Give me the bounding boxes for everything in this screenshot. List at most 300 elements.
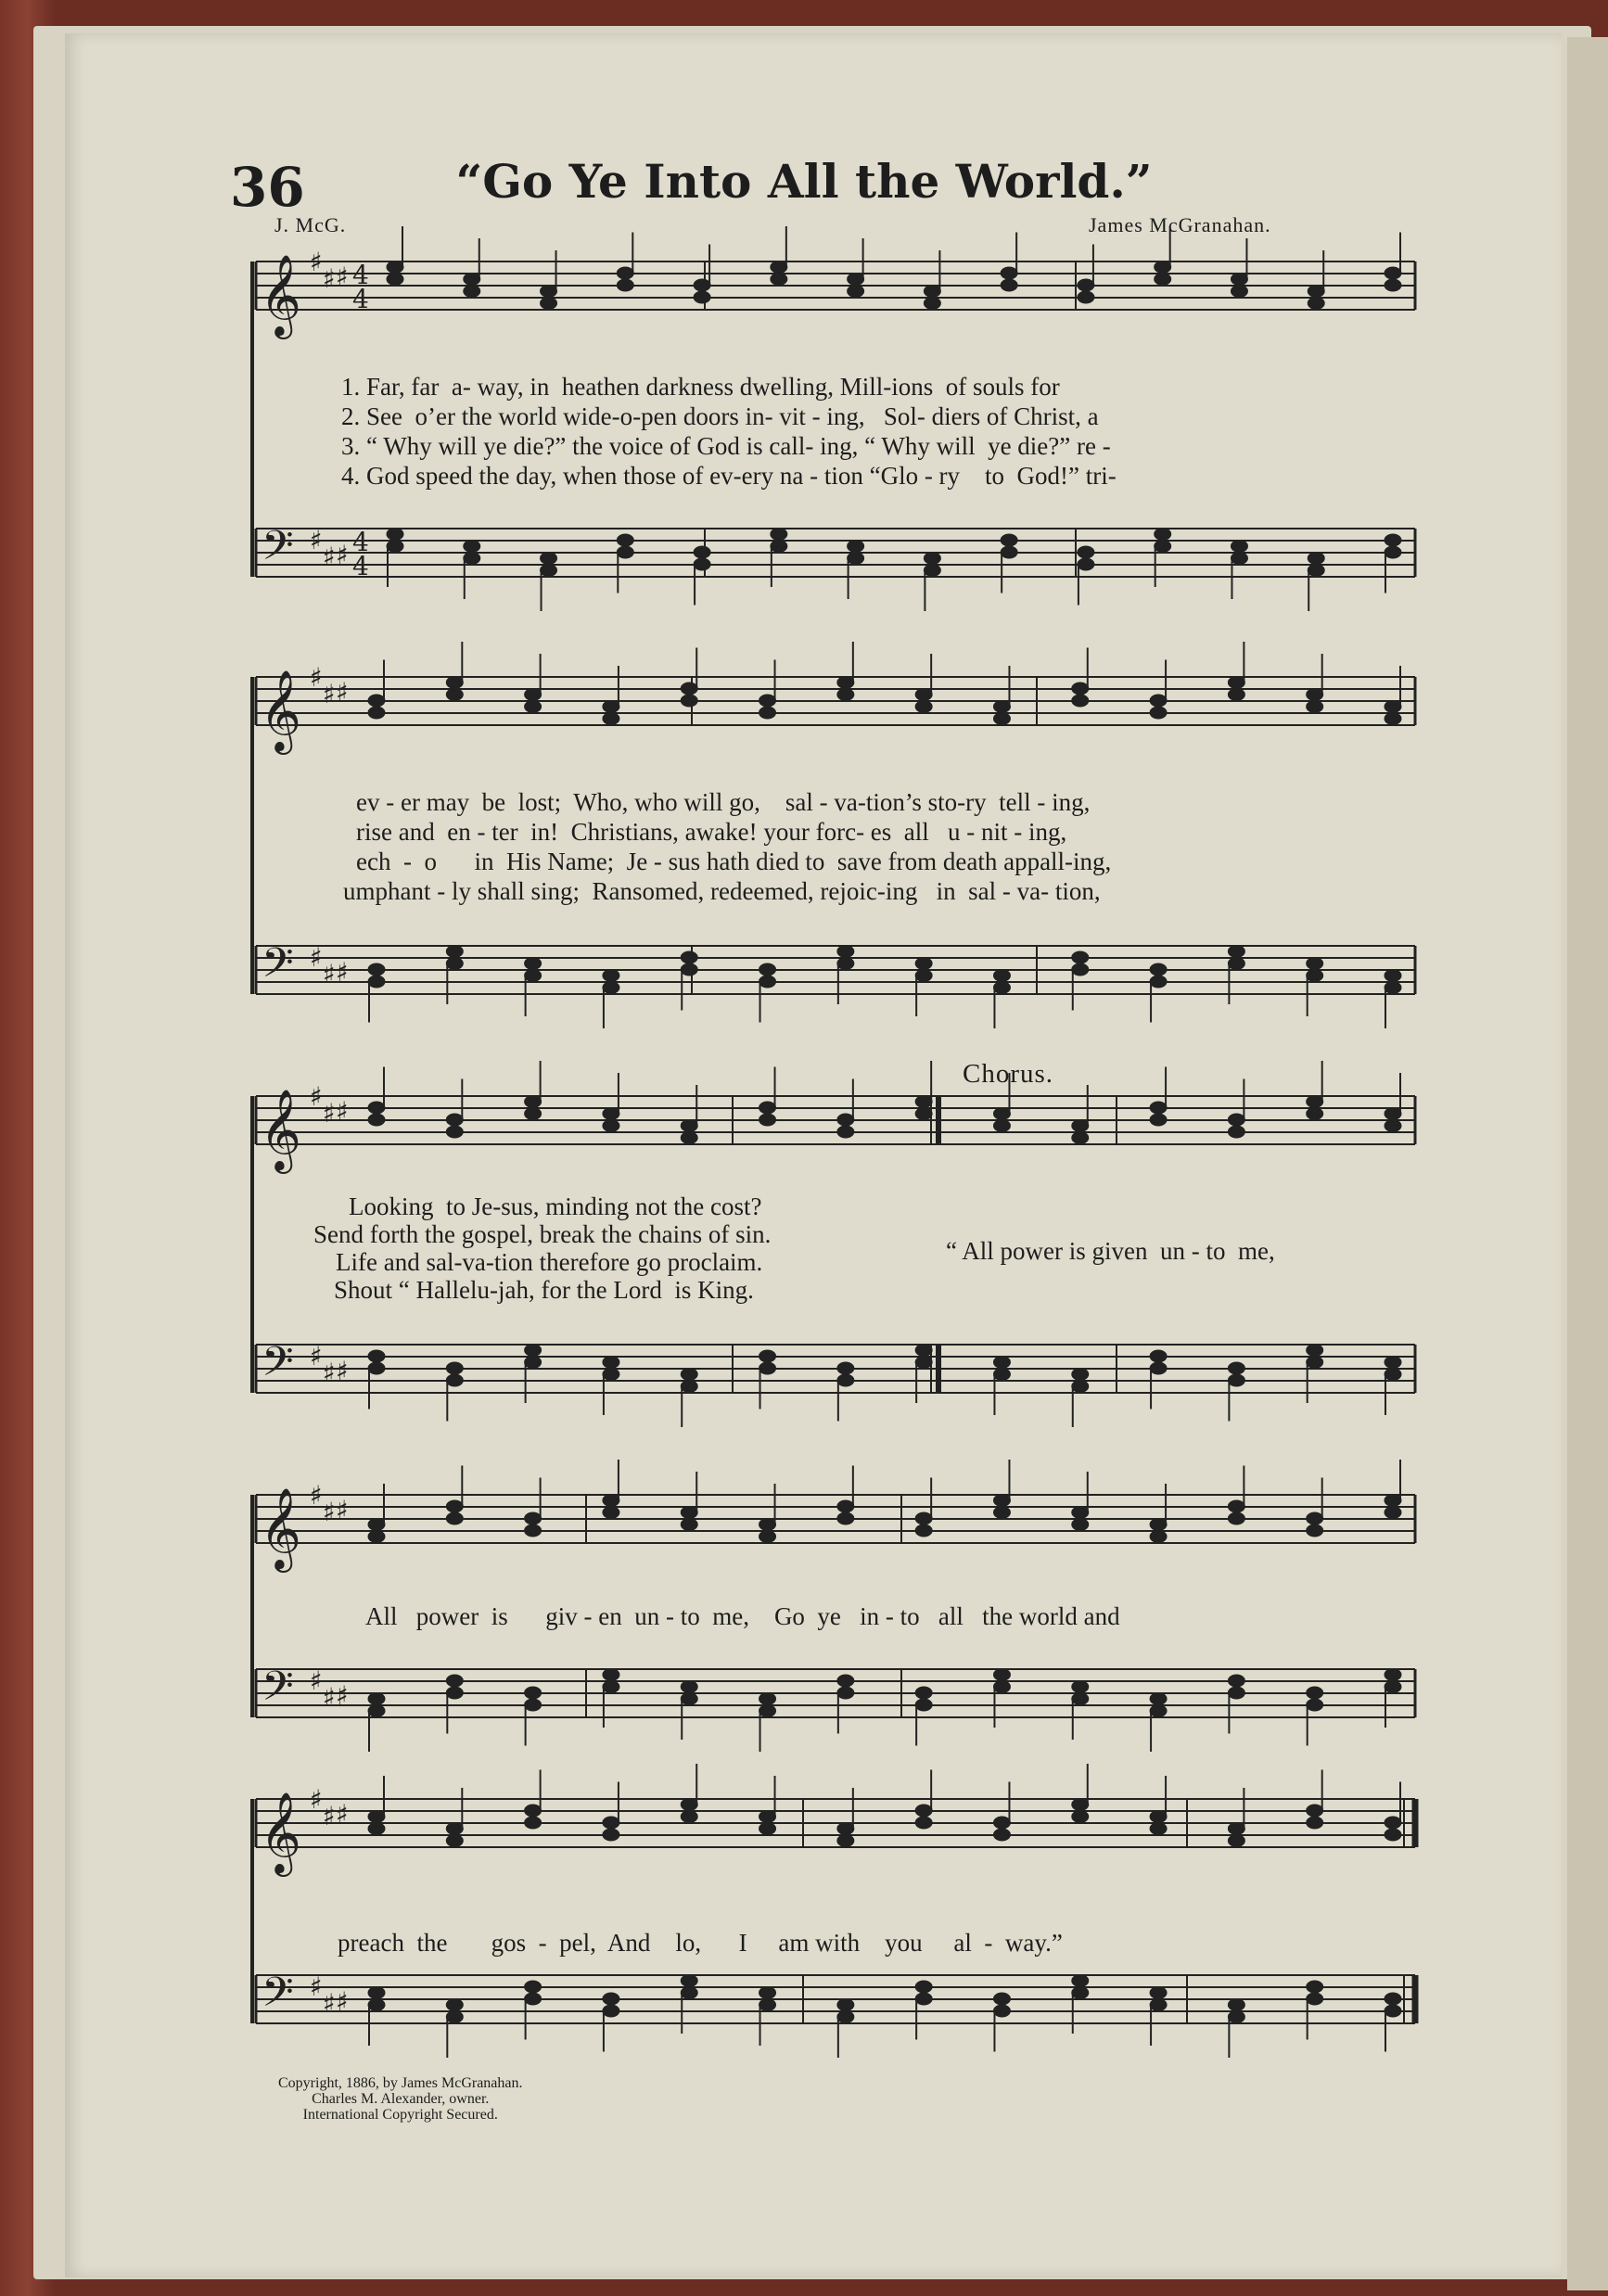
note-head: [541, 565, 557, 577]
note-head: [759, 1350, 776, 1362]
note-head: [1385, 1993, 1401, 2005]
copyright-line: International Copyright Secured.: [302, 2107, 498, 2123]
note-head: [915, 1817, 932, 1829]
note-head: [681, 1507, 697, 1519]
note-head: [924, 298, 940, 310]
time-signature: 4: [352, 284, 369, 314]
note-head: [1228, 1687, 1244, 1699]
note-head: [1385, 1681, 1401, 1693]
note-head: [1228, 1362, 1244, 1374]
note-head: [759, 1999, 776, 2011]
note-head: [759, 1102, 776, 1114]
note-head: [1307, 1524, 1323, 1537]
note-head: [681, 1975, 697, 1987]
sharp-icon: ♯: [310, 1081, 323, 1112]
note-head: [993, 1507, 1010, 1519]
sharp-icon: ♯: [323, 1358, 336, 1388]
words-credit: J. McG.: [274, 213, 347, 236]
sharp-icon: ♯: [336, 540, 349, 570]
note-head: [446, 958, 463, 970]
note-head: [694, 546, 710, 558]
note-head: [915, 1357, 932, 1369]
note-head: [603, 1681, 619, 1693]
note-head: [1072, 963, 1089, 976]
note-head: [1228, 946, 1244, 958]
note-head: [368, 976, 385, 988]
note-head: [837, 1114, 854, 1126]
note-head: [525, 1817, 542, 1829]
note-head: [1307, 958, 1323, 970]
note-head: [525, 970, 542, 982]
note-head: [1385, 1120, 1401, 1132]
sharp-icon: ♯: [336, 1986, 349, 2017]
note-head: [446, 1362, 463, 1374]
note-head: [368, 1102, 385, 1114]
note-head: [446, 2011, 463, 2023]
note-head: [1155, 274, 1171, 286]
note-head: [759, 963, 776, 976]
note-head: [1078, 291, 1094, 303]
note-head: [681, 1132, 697, 1144]
bass-clef-icon: 𝄢: [262, 1968, 294, 2026]
lyric-line: 2. See o’er the world wide-o-pen doors in- vit - ing, Sol- diers of Christ, a: [341, 402, 1099, 430]
note-head: [1385, 1669, 1401, 1681]
note-head: [1308, 286, 1324, 298]
note-head: [1228, 2011, 1244, 2023]
note-head: [837, 677, 854, 689]
note-head: [525, 1108, 542, 1120]
note-head: [1072, 682, 1089, 695]
sharp-icon: ♯: [336, 1680, 349, 1711]
note-head: [603, 1495, 619, 1507]
note-head: [993, 970, 1010, 982]
note-head: [915, 689, 932, 701]
note-head: [993, 1357, 1010, 1369]
note-head: [848, 286, 864, 298]
note-head: [837, 1823, 854, 1835]
note-head: [368, 1987, 385, 1999]
note-head: [603, 1669, 619, 1681]
note-head: [603, 1993, 619, 2005]
sharp-icon: ♯: [323, 1682, 336, 1713]
note-head: [1150, 695, 1167, 707]
note-head: [1078, 558, 1094, 570]
note-head: [681, 1681, 697, 1693]
note-head: [1001, 534, 1017, 546]
note-head: [837, 1126, 854, 1138]
note-head: [1150, 1519, 1167, 1531]
note-head: [694, 291, 710, 303]
note-head: [1385, 701, 1401, 713]
sharp-icon: ♯: [336, 1356, 349, 1386]
note-head: [837, 689, 854, 701]
sharp-icon: ♯: [323, 542, 336, 572]
sharp-icon: ♯: [323, 1497, 336, 1527]
note-head: [1155, 261, 1171, 274]
note-head: [1150, 1705, 1167, 1717]
note-head: [1228, 958, 1244, 970]
note-head: [1307, 1096, 1323, 1108]
note-head: [681, 1693, 697, 1705]
time-signature: 4: [352, 551, 369, 581]
note-head: [1150, 1531, 1167, 1543]
note-head: [1072, 951, 1089, 963]
note-head: [617, 267, 633, 279]
note-head: [993, 1369, 1010, 1381]
note-head: [848, 274, 864, 286]
note-head: [446, 1999, 463, 2011]
note-head: [993, 1681, 1010, 1693]
note-head: [541, 298, 557, 310]
note-head: [1150, 976, 1167, 988]
note-head: [1150, 963, 1167, 976]
page-number: 36: [230, 156, 305, 219]
note-head: [603, 701, 619, 713]
lyric-line: umphant - ly shall sing; Ransomed, redeemed, rejoic-ing in sal - va- tion,: [343, 877, 1101, 905]
note-head: [759, 1823, 776, 1835]
chorus-label: Chorus.: [963, 1059, 1054, 1089]
note-head: [924, 565, 940, 577]
note-head: [915, 1108, 932, 1120]
note-head: [915, 1345, 932, 1357]
note-head: [837, 1999, 854, 2011]
note-head: [1385, 1369, 1401, 1381]
note-head: [1228, 1512, 1244, 1524]
treble-clef-icon: 𝄞: [260, 1486, 301, 1569]
note-head: [1072, 1507, 1089, 1519]
note-head: [1150, 1999, 1167, 2011]
note-head: [1385, 982, 1401, 994]
note-head: [1307, 701, 1323, 713]
note-head: [993, 982, 1010, 994]
note-head: [993, 1669, 1010, 1681]
note-head: [1072, 1132, 1089, 1144]
note-head: [924, 553, 940, 565]
note-head: [603, 1507, 619, 1519]
note-head: [681, 963, 697, 976]
note-head: [368, 1519, 385, 1531]
note-head: [1307, 1981, 1323, 1993]
note-head: [759, 976, 776, 988]
note-head: [1228, 689, 1244, 701]
note-head: [446, 677, 463, 689]
note-head: [771, 529, 787, 541]
note-head: [915, 1699, 932, 1711]
note-head: [387, 541, 403, 553]
note-head: [915, 970, 932, 982]
note-head: [1385, 1495, 1401, 1507]
note-head: [759, 1705, 776, 1717]
note-head: [1385, 279, 1401, 291]
sharp-icon: ♯: [310, 1480, 323, 1511]
note-head: [368, 695, 385, 707]
note-head: [1001, 546, 1017, 558]
copyright-line: Charles M. Alexander, owner.: [312, 2091, 490, 2107]
note-head: [1078, 546, 1094, 558]
note-head: [837, 1675, 854, 1687]
sharp-icon: ♯: [323, 1801, 336, 1831]
note-head: [525, 1699, 542, 1711]
sharp-icon: ♯: [336, 1799, 349, 1830]
sharp-icon: ♯: [336, 957, 349, 988]
note-head: [915, 1687, 932, 1699]
note-head: [1231, 286, 1247, 298]
note-head: [915, 1981, 932, 1993]
note-head: [681, 695, 697, 707]
sharp-icon: ♯: [336, 1495, 349, 1525]
note-head: [368, 707, 385, 719]
note-head: [446, 1126, 463, 1138]
note-head: [681, 1799, 697, 1811]
note-head: [1150, 1823, 1167, 1835]
note-head: [1001, 279, 1017, 291]
note-head: [446, 1512, 463, 1524]
note-head: [368, 1531, 385, 1543]
note-head: [1307, 1108, 1323, 1120]
note-head: [603, 1357, 619, 1369]
sharp-icon: ♯: [310, 1971, 323, 2002]
note-head: [368, 1350, 385, 1362]
sharp-icon: ♯: [336, 677, 349, 708]
sharp-icon: ♯: [310, 1341, 323, 1371]
note-head: [1150, 1362, 1167, 1374]
note-head: [681, 951, 697, 963]
note-head: [759, 1531, 776, 1543]
note-head: [617, 279, 633, 291]
treble-clef-icon: 𝄞: [260, 1791, 301, 1873]
note-head: [1078, 279, 1094, 291]
note-head: [525, 1345, 542, 1357]
note-head: [525, 958, 542, 970]
note-head: [993, 1120, 1010, 1132]
note-head: [1155, 529, 1171, 541]
bass-clef-icon: 𝄢: [262, 521, 294, 580]
note-head: [1385, 1108, 1401, 1120]
note-head: [1150, 1102, 1167, 1114]
note-head: [915, 1512, 932, 1524]
note-head: [759, 695, 776, 707]
note-head: [915, 1096, 932, 1108]
lyric-line: Send forth the gospel, break the chains of sin.: [313, 1220, 772, 1248]
note-head: [1385, 2005, 1401, 2017]
sharp-icon: ♯: [310, 1665, 323, 1696]
note-head: [446, 1687, 463, 1699]
note-head: [681, 1369, 697, 1381]
treble-clef-icon: 𝄞: [260, 253, 301, 336]
note-head: [525, 689, 542, 701]
note-head: [759, 1987, 776, 1999]
note-head: [446, 946, 463, 958]
note-head: [759, 707, 776, 719]
note-head: [771, 274, 787, 286]
note-head: [1307, 1345, 1323, 1357]
treble-clef-icon: 𝄞: [260, 1088, 301, 1170]
note-head: [525, 1512, 542, 1524]
note-head: [1072, 1987, 1089, 1999]
note-head: [1150, 707, 1167, 719]
note-head: [368, 1811, 385, 1823]
note-head: [446, 1835, 463, 1847]
sharp-icon: ♯: [310, 247, 323, 277]
note-head: [759, 1811, 776, 1823]
time-signature: 4: [352, 527, 369, 557]
note-head: [1231, 541, 1247, 553]
lyric-line: Looking to Je-sus, minding not the cost?: [349, 1193, 762, 1220]
note-head: [915, 958, 932, 970]
note-head: [1072, 1381, 1089, 1393]
lyric-line: 3. “ Why will ye die?” the voice of God is call- ing, “ Why will ye die?” re -: [341, 432, 1111, 460]
sharp-icon: ♯: [323, 679, 336, 709]
note-head: [694, 558, 710, 570]
note-head: [837, 1362, 854, 1374]
note-head: [759, 1114, 776, 1126]
note-head: [464, 286, 480, 298]
note-head: [837, 1687, 854, 1699]
note-head: [681, 1381, 697, 1393]
note-head: [681, 1987, 697, 1999]
note-head: [1385, 1507, 1401, 1519]
note-head: [464, 274, 480, 286]
note-head: [603, 1120, 619, 1132]
note-head: [387, 261, 403, 274]
note-head: [1155, 541, 1171, 553]
note-head: [1307, 1993, 1323, 2005]
note-head: [446, 1675, 463, 1687]
note-head: [1307, 689, 1323, 701]
note-head: [603, 1108, 619, 1120]
note-head: [525, 701, 542, 713]
sharp-icon: ♯: [323, 959, 336, 989]
note-head: [837, 946, 854, 958]
copyright-line: Copyright, 1886, by James McGranahan.: [278, 2075, 523, 2091]
note-head: [771, 261, 787, 274]
note-head: [1228, 1500, 1244, 1512]
note-head: [603, 713, 619, 725]
sharp-icon: ♯: [310, 662, 323, 693]
note-head: [1072, 1369, 1089, 1381]
note-head: [1228, 1114, 1244, 1126]
sharp-icon: ♯: [336, 1096, 349, 1127]
note-head: [1231, 274, 1247, 286]
note-head: [368, 1362, 385, 1374]
note-head: [915, 701, 932, 713]
sharp-icon: ♯: [323, 263, 336, 294]
note-head: [1228, 1999, 1244, 2011]
note-head: [681, 1811, 697, 1823]
note-head: [1072, 1120, 1089, 1132]
note-head: [368, 1114, 385, 1126]
note-head: [993, 1829, 1010, 1841]
sharp-icon: ♯: [310, 525, 323, 555]
chorus-lyrics-line-1: All power is giv - en un - to me, Go ye in - to all the world and: [365, 1602, 1120, 1630]
lyric-line: rise and en - ter in! Christians, awake! your forc- es all u - nit - ing,: [356, 818, 1067, 846]
sharp-icon: ♯: [310, 1784, 323, 1815]
note-head: [1228, 1374, 1244, 1386]
note-head: [446, 689, 463, 701]
note-head: [1150, 1987, 1167, 1999]
note-head: [1228, 677, 1244, 689]
note-head: [368, 1823, 385, 1835]
note-head: [1072, 1975, 1089, 1987]
note-head: [525, 1805, 542, 1817]
note-head: [617, 546, 633, 558]
note-head: [1307, 1805, 1323, 1817]
note-head: [694, 279, 710, 291]
bass-clef-icon: 𝄢: [262, 938, 294, 997]
note-head: [837, 1374, 854, 1386]
note-head: [1307, 970, 1323, 982]
note-head: [1228, 1675, 1244, 1687]
note-head: [1150, 1811, 1167, 1823]
note-head: [1307, 1699, 1323, 1711]
note-head: [1307, 1817, 1323, 1829]
note-head: [1385, 1817, 1401, 1829]
note-head: [1072, 695, 1089, 707]
note-head: [1385, 1829, 1401, 1841]
note-head: [1385, 534, 1401, 546]
note-head: [1385, 713, 1401, 725]
note-head: [681, 1120, 697, 1132]
lyric-line: Life and sal-va-tion therefore go proclaim.: [336, 1248, 763, 1276]
note-head: [525, 1524, 542, 1537]
note-head: [368, 1705, 385, 1717]
note-head: [446, 1823, 463, 1835]
note-head: [603, 982, 619, 994]
note-head: [993, 1108, 1010, 1120]
note-head: [603, 2005, 619, 2017]
bass-clef-icon: 𝄢: [262, 1337, 294, 1396]
note-head: [1385, 267, 1401, 279]
note-head: [1001, 267, 1017, 279]
note-head: [368, 963, 385, 976]
note-head: [993, 701, 1010, 713]
chorus-lyrics-line-2: preach the gos - pel, And lo, I am with you al - way.”: [338, 1929, 1063, 1957]
note-head: [771, 541, 787, 553]
note-head: [1385, 970, 1401, 982]
note-head: [993, 1993, 1010, 2005]
note-head: [681, 1519, 697, 1531]
note-head: [1308, 553, 1324, 565]
note-head: [1072, 1681, 1089, 1693]
note-head: [993, 713, 1010, 725]
note-head: [1308, 565, 1324, 577]
note-head: [1072, 1811, 1089, 1823]
note-head: [837, 2011, 854, 2023]
lyric-line: ech - o in His Name; Je - sus hath died to save from death appall-ing,: [356, 848, 1112, 875]
note-head: [1072, 1799, 1089, 1811]
note-head: [924, 286, 940, 298]
note-head: [1308, 298, 1324, 310]
note-head: [1072, 1519, 1089, 1531]
note-head: [1072, 1693, 1089, 1705]
note-head: [368, 1999, 385, 2011]
note-head: [993, 1817, 1010, 1829]
note-head: [525, 1687, 542, 1699]
sharp-icon: ♯: [323, 1098, 336, 1129]
note-head: [1231, 553, 1247, 565]
lyric-line: 1. Far, far a- way, in heathen darkness dwelling, Mill-ions of souls for: [341, 373, 1060, 401]
hymn-title: “Go Ye Into All the World.”: [455, 154, 1153, 209]
note-head: [915, 1993, 932, 2005]
note-head: [541, 286, 557, 298]
bass-clef-icon: 𝄢: [262, 1662, 294, 1720]
refrain-lyric: “ All power is given un - to me,: [946, 1237, 1275, 1265]
note-head: [837, 1500, 854, 1512]
lyric-line: ev - er may be lost; Who, who will go, sal - va-tion’s sto-ry tell - ing,: [356, 788, 1091, 816]
note-head: [525, 1096, 542, 1108]
note-head: [1307, 1687, 1323, 1699]
note-head: [1150, 1693, 1167, 1705]
